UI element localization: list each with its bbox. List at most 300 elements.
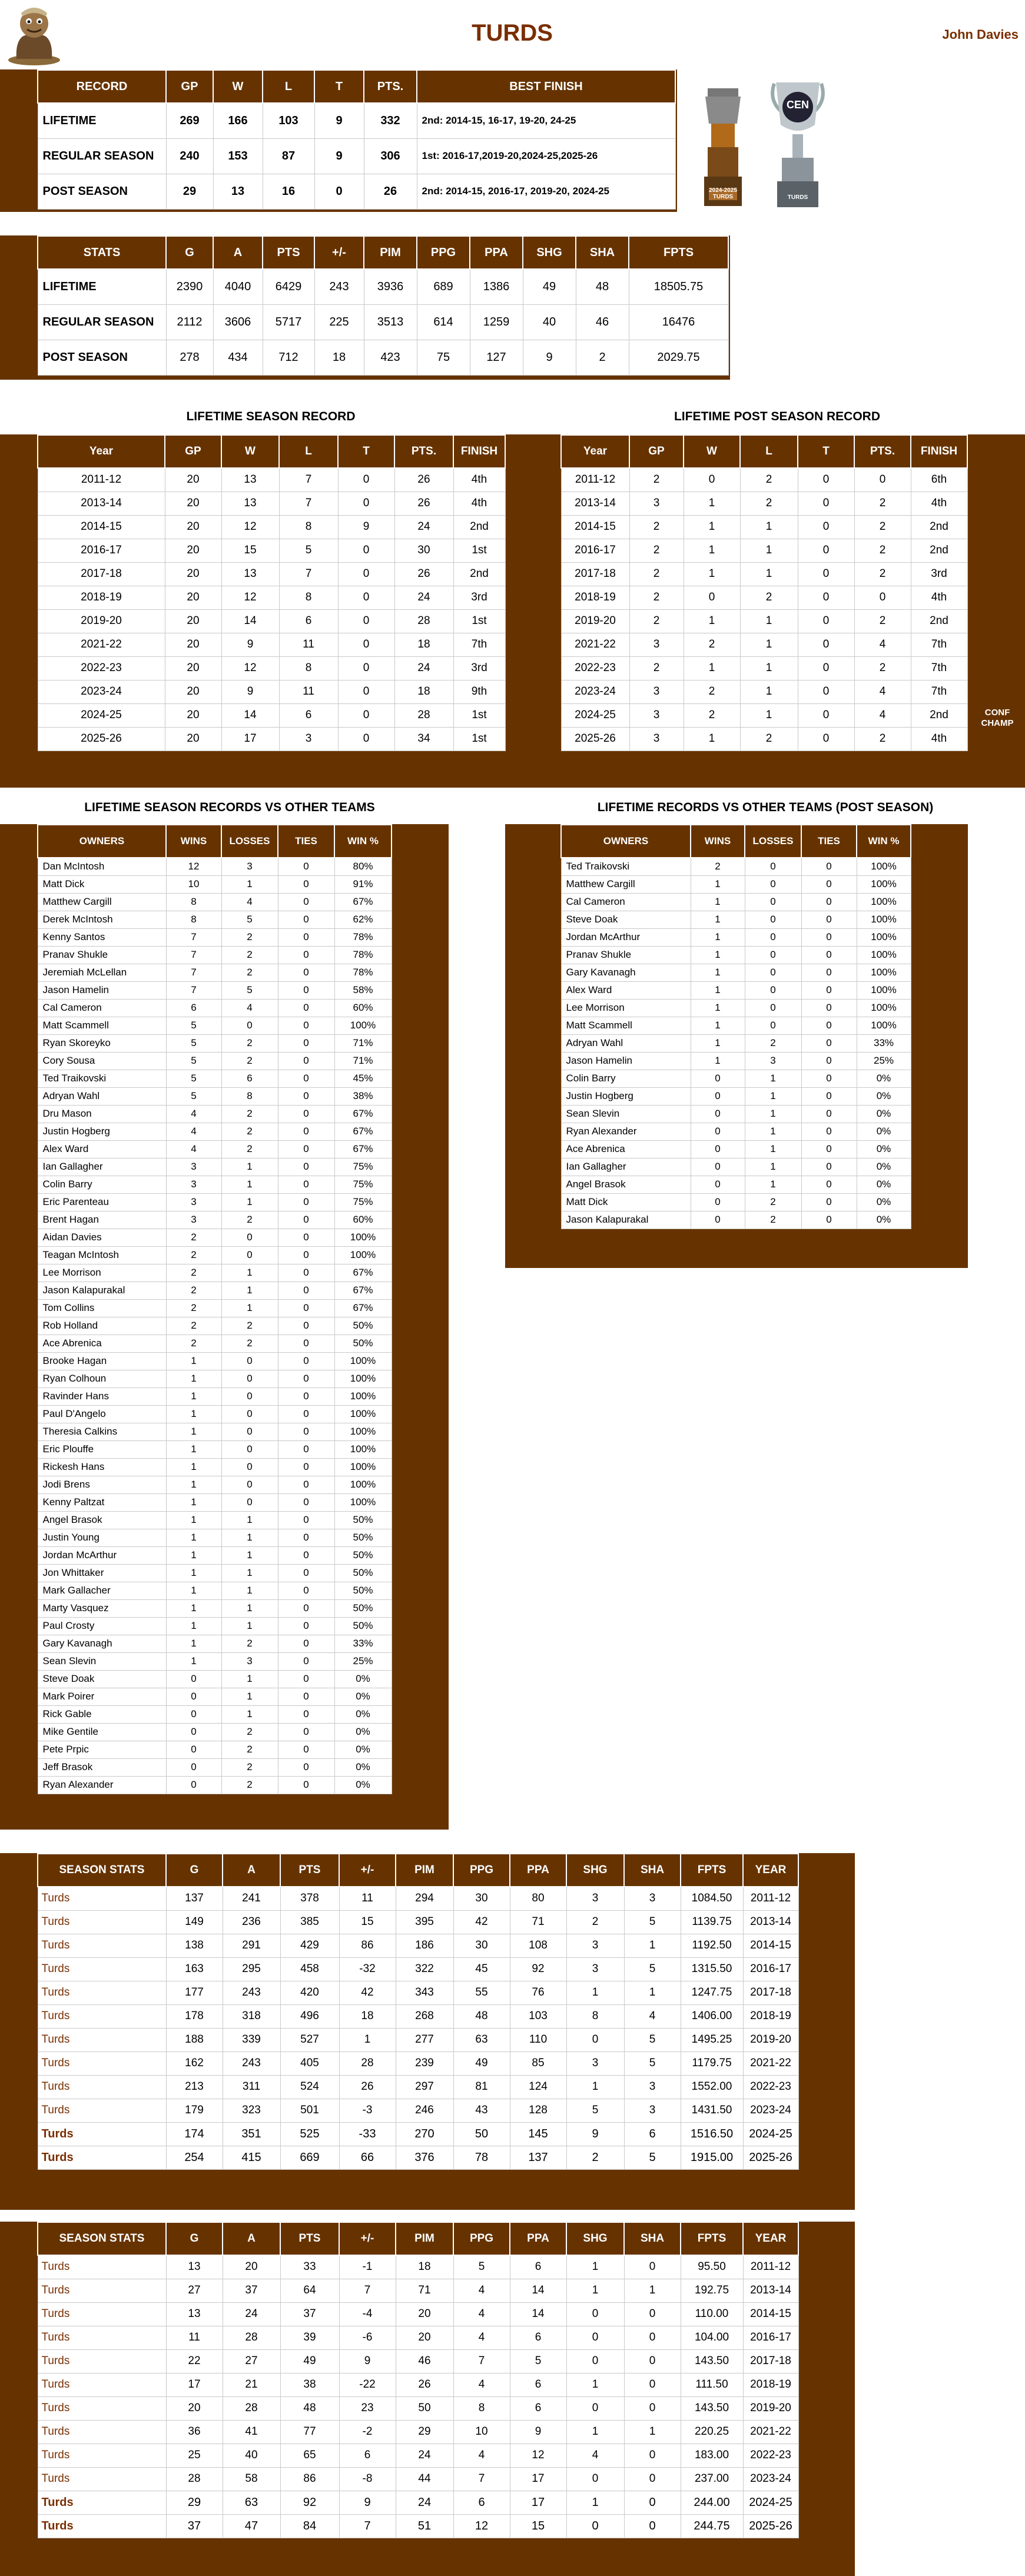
table-cell: 2 (166, 1299, 221, 1317)
table-cell: 0 (278, 1546, 334, 1564)
table-cell: 0 (278, 858, 334, 875)
table-cell: 6 (510, 2373, 566, 2396)
table-cell: 2021-22 (561, 633, 629, 656)
table-cell: 24 (394, 656, 453, 680)
table-cell: 7 (166, 946, 221, 964)
table-cell: 0 (278, 875, 334, 893)
table-cell: 1 (166, 1546, 221, 1564)
table-row (38, 1158, 392, 1176)
table-cell: 95.50 (681, 2255, 743, 2279)
table-cell: 9 (314, 138, 364, 174)
table-cell: 17 (510, 2467, 566, 2491)
table-cell: 50% (334, 1546, 392, 1564)
table-cell: 20 (165, 539, 221, 562)
table-cell: 26 (394, 468, 453, 492)
table-cell: 43 (453, 2099, 510, 2122)
table-cell: 0 (566, 2514, 624, 2538)
table-cell: 240 (166, 138, 213, 174)
table-cell: 4th (911, 727, 967, 751)
table-cell: 0 (278, 1564, 334, 1582)
table-cell: 3 (566, 1957, 624, 1981)
table-row (38, 2420, 798, 2444)
table-cell: 2018-19 (561, 586, 629, 609)
table-row (38, 174, 675, 209)
table-cell: 100% (857, 928, 911, 946)
table-row (38, 2349, 798, 2373)
table-cell: 2 (629, 562, 684, 586)
table-row (38, 1599, 392, 1617)
column-header: WIN % (334, 825, 392, 858)
table-cell: 3 (166, 1211, 221, 1229)
table-cell: 75% (334, 1158, 392, 1176)
table-cell: 0 (278, 1440, 334, 1458)
table-cell: 6 (510, 2396, 566, 2420)
table-cell: 37 (280, 2302, 339, 2326)
table-cell: 84 (280, 2514, 339, 2538)
table-row (561, 1193, 911, 1211)
table-cell: 405 (280, 2051, 339, 2075)
table-cell: 0 (798, 562, 854, 586)
table-cell: 1 (684, 492, 740, 515)
table-cell: 1084.50 (681, 1887, 743, 1910)
table-cell: 243 (223, 1981, 280, 2004)
table-cell: Mark Gallacher (38, 1582, 166, 1599)
table-cell: 80 (510, 1887, 566, 1910)
table-cell: 16476 (629, 304, 728, 340)
table-cell: 0 (624, 2255, 681, 2279)
table-cell: 0 (166, 1776, 221, 1794)
table-row (38, 1440, 392, 1458)
table-cell: 0 (338, 703, 394, 727)
table-cell: 0 (278, 1176, 334, 1193)
table-cell: 1 (221, 1529, 278, 1546)
table-cell: 29 (166, 174, 213, 209)
table-cell: 1 (566, 2491, 624, 2514)
table-cell: 1 (166, 1440, 221, 1458)
table-row (38, 2122, 798, 2146)
table-row (38, 1246, 392, 1264)
table-cell: 0% (857, 1123, 911, 1140)
table-cell: 9 (566, 2122, 624, 2146)
table-cell: 5 (279, 539, 338, 562)
table-cell: 2nd: 2014-15, 2016-17, 2019-20, 2024-25 (417, 174, 675, 209)
table-cell: 3513 (364, 304, 417, 340)
table-cell: 6 (279, 703, 338, 727)
table-cell: 1406.00 (681, 2004, 743, 2028)
table-cell: 2021-22 (38, 633, 165, 656)
table-cell: 1 (566, 2420, 624, 2444)
table-row (38, 2004, 798, 2028)
table-cell: Rickesh Hans (38, 1458, 166, 1476)
table-cell: 0 (338, 656, 394, 680)
table-cell: 1 (740, 703, 798, 727)
table-cell: 76 (510, 1981, 566, 2004)
table-cell: 2 (745, 1034, 801, 1052)
table-row (38, 1052, 392, 1070)
column-header: FPTS (681, 2222, 743, 2255)
table-cell: 1 (221, 1599, 278, 1617)
column-header: L (740, 435, 798, 468)
column-header: PTS. (854, 435, 911, 468)
column-header: +/- (339, 1854, 396, 1887)
table-cell: 100% (334, 1229, 392, 1246)
table-cell: 0 (801, 893, 857, 911)
table-cell: 145 (510, 2122, 566, 2146)
table-cell: 4 (854, 633, 911, 656)
table-cell: 0% (334, 1705, 392, 1723)
table-cell: 0 (278, 1688, 334, 1705)
table-cell: 192.75 (681, 2279, 743, 2302)
table-cell: 0 (745, 893, 801, 911)
table-cell: 7 (166, 981, 221, 999)
table-cell: 0 (278, 1599, 334, 1617)
table-cell: 2014-15 (743, 1934, 798, 1957)
table-cell: 0% (334, 1741, 392, 1758)
table-row (38, 1282, 392, 1299)
table-cell: 2 (684, 680, 740, 703)
table-cell: 1 (691, 981, 745, 999)
table-cell: 1 (221, 1158, 278, 1176)
table-cell: 1 (166, 1423, 221, 1440)
table-cell: Justin Young (38, 1529, 166, 1546)
table-cell: -3 (339, 2099, 396, 2122)
table-cell: 0 (278, 911, 334, 928)
table-cell: 11 (279, 680, 338, 703)
table-cell: 243 (314, 269, 364, 304)
table-cell: Turds (38, 2349, 166, 2373)
table-cell: 20 (165, 633, 221, 656)
table-cell: Turds (38, 2491, 166, 2514)
table-cell: 4 (221, 999, 278, 1017)
table-cell: Ryan Colhoun (38, 1370, 166, 1387)
table-cell: Matt Dick (561, 1193, 691, 1211)
table-row (561, 1176, 911, 1193)
table-cell: -22 (339, 2373, 396, 2396)
table-row (38, 680, 505, 703)
table-cell: 5 (566, 2099, 624, 2122)
table-cell: 67% (334, 1264, 392, 1282)
table-cell: 9 (339, 2491, 396, 2514)
table-cell: 2 (629, 609, 684, 633)
table-cell: 2025-26 (38, 727, 165, 751)
table-cell: 1386 (470, 269, 523, 304)
table-cell: 2 (566, 2146, 624, 2169)
column-header: GP (629, 435, 684, 468)
table-row (561, 680, 967, 703)
table-row (38, 1652, 392, 1670)
table-row (38, 1910, 798, 1934)
table-row (561, 1087, 911, 1105)
table-cell: 0 (278, 1776, 334, 1794)
table-cell: 1 (691, 875, 745, 893)
table-cell: 37 (223, 2279, 280, 2302)
table-row (561, 911, 911, 928)
table-cell: 2019-20 (743, 2028, 798, 2051)
table-cell: Dan McIntosh (38, 858, 166, 875)
table-cell: 100% (857, 946, 911, 964)
table-cell: 0 (278, 1582, 334, 1599)
table-cell: 1516.50 (681, 2122, 743, 2146)
table-cell: 6 (510, 2255, 566, 2279)
table-cell: 0 (278, 1246, 334, 1264)
table-row (38, 1546, 392, 1564)
table-cell: 71% (334, 1052, 392, 1070)
table-cell: Turds (38, 2122, 166, 2146)
table-cell: Ace Abrenica (38, 1335, 166, 1352)
table-cell: 1 (691, 1034, 745, 1052)
table-row (561, 1034, 911, 1052)
table-cell: 47 (223, 2514, 280, 2538)
table-cell: 62% (334, 911, 392, 928)
table-cell: 2022-23 (561, 656, 629, 680)
table-cell: 2019-20 (743, 2396, 798, 2420)
table-cell: 67% (334, 893, 392, 911)
table-row (38, 1017, 392, 1034)
table-cell: 2014-15 (38, 515, 165, 539)
table-cell: 0 (745, 999, 801, 1017)
table-cell: 0 (278, 964, 334, 981)
table-cell: 20 (165, 468, 221, 492)
table-cell: 1 (166, 1617, 221, 1635)
table-cell: 2017-18 (743, 2349, 798, 2373)
table-cell: Sean Slevin (561, 1105, 691, 1123)
column-header: SHG (523, 236, 576, 269)
table-cell: REGULAR SEASON (38, 304, 166, 340)
column-header: L (263, 70, 314, 103)
table-cell: 2011-12 (743, 2255, 798, 2279)
table-row (38, 269, 728, 304)
table-cell: 395 (396, 1910, 453, 1934)
table-cell: 38% (334, 1087, 392, 1105)
table-cell: 318 (223, 2004, 280, 2028)
table-cell: 2 (740, 727, 798, 751)
table-cell: Adryan Wahl (561, 1034, 691, 1052)
table-cell: Turds (38, 2255, 166, 2279)
table-cell: 2 (221, 1034, 278, 1052)
table-cell: 14 (221, 609, 279, 633)
table-cell: 50% (334, 1317, 392, 1335)
table-cell: 1 (691, 999, 745, 1017)
table-cell: 50% (334, 1564, 392, 1582)
season-stats-table (37, 1853, 799, 2170)
table-row (38, 1299, 392, 1317)
column-header: LOSSES (221, 825, 278, 858)
table-cell: 20 (165, 586, 221, 609)
table-cell: 2022-23 (38, 656, 165, 680)
table-cell: Jason Kalapurakal (38, 1282, 166, 1299)
column-header: PIM (396, 1854, 453, 1887)
table-row (38, 893, 392, 911)
table-cell: 2019-20 (38, 609, 165, 633)
table-cell: 2 (691, 858, 745, 875)
table-cell: 0 (624, 2444, 681, 2467)
table-cell: 0 (221, 1405, 278, 1423)
table-cell: 3 (629, 727, 684, 751)
table-cell: 7th (453, 633, 505, 656)
table-cell: 0 (278, 1158, 334, 1176)
table-cell: 0 (314, 174, 364, 209)
table-cell: 339 (223, 2028, 280, 2051)
table-cell: Turds (38, 2444, 166, 2467)
table-cell: 1 (745, 1087, 801, 1105)
table-row (561, 1123, 911, 1140)
table-cell: 1 (166, 1582, 221, 1599)
table-cell: 12 (221, 586, 279, 609)
table-cell: 186 (396, 1934, 453, 1957)
table-cell: 1 (166, 1458, 221, 1476)
column-header: WINS (166, 825, 221, 858)
table-cell: Turds (38, 2146, 166, 2169)
table-cell: 0 (221, 1458, 278, 1476)
table-cell: 0 (278, 1617, 334, 1635)
table-cell: 501 (280, 2099, 339, 2122)
table-row (38, 2373, 798, 2396)
table-cell: 1 (624, 2420, 681, 2444)
table-cell: 1 (221, 1193, 278, 1211)
table-cell: 0 (745, 858, 801, 875)
table-cell: 1 (166, 1370, 221, 1387)
table-cell: 5 (510, 2349, 566, 2373)
table-cell: Ace Abrenica (561, 1140, 691, 1158)
table-cell: 3 (221, 1652, 278, 1670)
table-cell: 0 (854, 586, 911, 609)
table-cell: 0 (801, 1105, 857, 1123)
table-row (38, 1317, 392, 1335)
table-cell: 0 (278, 1264, 334, 1282)
table-cell: 24 (394, 515, 453, 539)
table-cell: 67% (334, 1282, 392, 1299)
column-header: SEASON STATS (38, 1854, 166, 1887)
table-cell: 1 (745, 1105, 801, 1123)
table-row (38, 1405, 392, 1423)
table-cell: 0 (801, 1211, 857, 1229)
table-cell: 278 (166, 340, 213, 375)
table-cell: 5 (624, 1957, 681, 1981)
table-cell: 2 (166, 1264, 221, 1282)
table-cell: 2011-12 (561, 468, 629, 492)
table-cell: 20 (165, 727, 221, 751)
table-row (561, 1017, 911, 1034)
table-cell: 5 (166, 1087, 221, 1105)
table-cell: Kenny Paltzat (38, 1493, 166, 1511)
table-cell: 100% (334, 1476, 392, 1493)
table-cell: 669 (280, 2146, 339, 2169)
table-row (38, 2302, 798, 2326)
table-cell: 2017-18 (38, 562, 165, 586)
table-cell: 0% (334, 1723, 392, 1741)
table-cell: 71 (396, 2279, 453, 2302)
table-cell: 1 (221, 1299, 278, 1317)
table-cell: 3 (221, 858, 278, 875)
table-cell: 50% (334, 1582, 392, 1599)
table-cell: 243 (223, 2051, 280, 2075)
table-cell: Turds (38, 1957, 166, 1981)
table-cell: 67% (334, 1123, 392, 1140)
table-cell: 0 (745, 875, 801, 893)
table-cell: 9 (523, 340, 576, 375)
table-cell: 0% (334, 1776, 392, 1794)
table-cell: 2025-26 (743, 2514, 798, 2538)
table-cell: 26 (396, 2373, 453, 2396)
column-header: FINISH (453, 435, 505, 468)
table-row (38, 2326, 798, 2349)
table-cell: 0 (278, 1458, 334, 1476)
table-cell: 2 (166, 1282, 221, 1299)
table-cell: 4040 (213, 269, 263, 304)
table-cell: Angel Brasok (38, 1511, 166, 1529)
table-cell: Ian Gallagher (38, 1158, 166, 1176)
table-cell: 0 (798, 727, 854, 751)
table-cell: Turds (38, 1887, 166, 1910)
table-cell: 20 (165, 492, 221, 515)
table-cell: 2 (629, 656, 684, 680)
season-record-table (37, 434, 506, 751)
table-cell: 0 (801, 1176, 857, 1193)
table-cell: 0 (624, 2302, 681, 2326)
table-cell: Brooke Hagan (38, 1352, 166, 1370)
table-cell: 67% (334, 1105, 392, 1123)
table-cell: 0 (691, 1123, 745, 1140)
table-cell: Jeremiah McLellan (38, 964, 166, 981)
table-cell: 17 (221, 727, 279, 751)
table-cell: 0 (166, 1705, 221, 1723)
table-cell: 241 (223, 1887, 280, 1910)
table-cell: Turds (38, 2051, 166, 2075)
table-cell: 311 (223, 2075, 280, 2099)
table-cell: Angel Brasok (561, 1176, 691, 1193)
table-cell: 0 (221, 1370, 278, 1387)
table-cell: 3 (629, 492, 684, 515)
table-cell: 24 (396, 2491, 453, 2514)
table-cell: 28 (394, 703, 453, 727)
table-cell: 0 (566, 2467, 624, 2491)
table-cell: 3 (745, 1052, 801, 1070)
table-cell: 0 (801, 1087, 857, 1105)
table-cell: 2nd (453, 562, 505, 586)
table-cell: Turds (38, 2373, 166, 2396)
column-header: A (223, 1854, 280, 1887)
table-cell: 3rd (911, 562, 967, 586)
table-cell: Kenny Santos (38, 928, 166, 946)
column-header: W (221, 435, 279, 468)
table-cell: 0 (278, 1229, 334, 1246)
table-row (38, 1211, 392, 1229)
table-cell: 295 (223, 1957, 280, 1981)
table-cell: Eric Parenteau (38, 1193, 166, 1211)
table-cell: 50% (334, 1335, 392, 1352)
table-cell: 2 (854, 609, 911, 633)
table-row (561, 656, 967, 680)
table-cell: 8 (221, 1087, 278, 1105)
table-cell: 179 (166, 2099, 223, 2122)
table-row (38, 1705, 392, 1723)
table-cell: 0 (338, 680, 394, 703)
table-cell: 4 (453, 2373, 510, 2396)
table-cell: Adryan Wahl (38, 1087, 166, 1105)
table-cell: POST SEASON (38, 340, 166, 375)
table-cell: 378 (280, 1887, 339, 1910)
table-row (38, 2099, 798, 2122)
table-row (561, 633, 967, 656)
table-cell: Matthew Cargill (38, 893, 166, 911)
table-cell: Alex Ward (561, 981, 691, 999)
table-cell: 0 (624, 2349, 681, 2373)
table-row (38, 1123, 392, 1140)
table-cell: 1 (166, 1599, 221, 1617)
table-cell: 4 (453, 2302, 510, 2326)
table-cell: 14 (510, 2302, 566, 2326)
table-cell: 0 (278, 1405, 334, 1423)
